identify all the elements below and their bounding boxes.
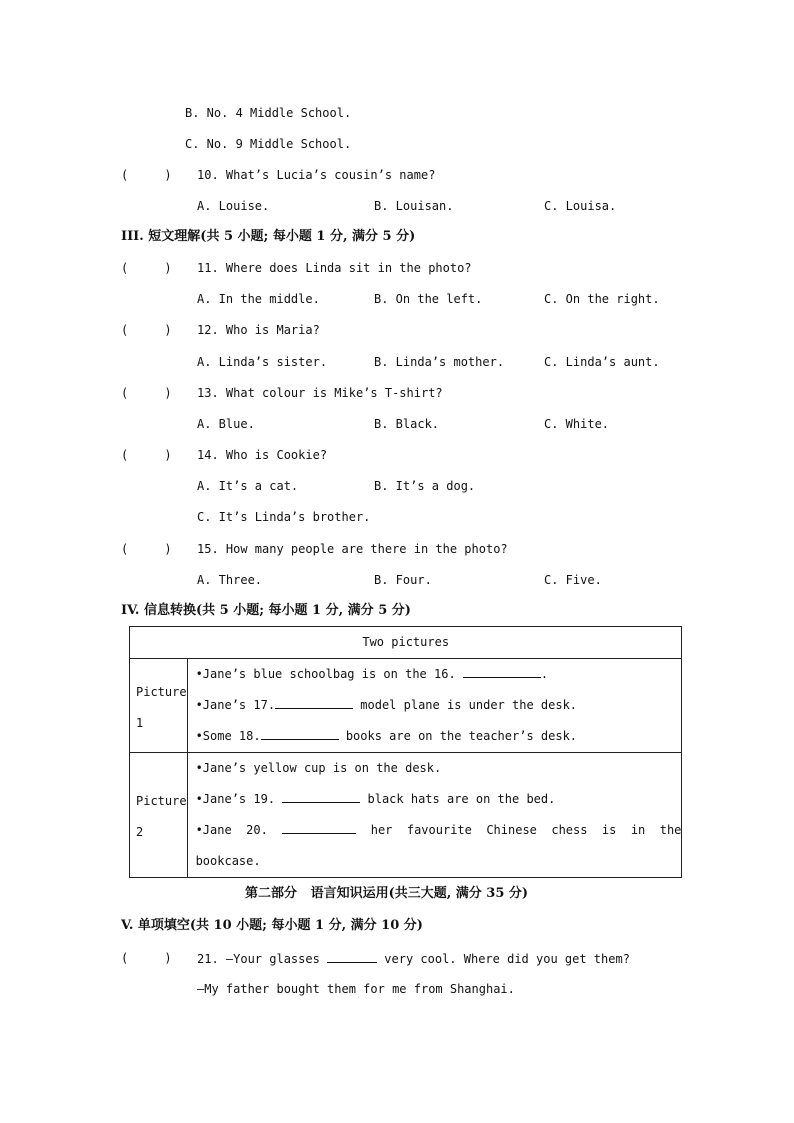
- q21-paren: ( ): [121, 951, 172, 965]
- section4-title: IV. 信息转换(共 5 小题; 每小题 1 分, 满分 5 分): [121, 603, 411, 618]
- q11-option-c: C. On the right.: [544, 292, 660, 306]
- picture2-line-4: bookcase.: [195, 854, 261, 868]
- picture2-lines: [187, 753, 682, 878]
- answer-blank-21[interactable]: [327, 950, 377, 963]
- q10-paren: ( ): [121, 168, 172, 182]
- blank-line-18: •Some 18. books are on the teacher’s desk.: [195, 729, 578, 743]
- q12-option-a: A. Linda’s sister.: [197, 355, 328, 369]
- q11-paren: ( ): [121, 261, 172, 275]
- q9-option-c: C. No. 9 Middle School.: [185, 137, 352, 151]
- q14-option-a: A. It’s a cat.: [197, 479, 299, 493]
- q15-option-c: C. Five.: [544, 573, 602, 587]
- blank-line-16: •Jane’s blue schoolbag is on the 16. .: [195, 667, 549, 681]
- q10-option-c: C. Louisa.: [544, 199, 617, 213]
- section5-title: V. 单项填空(共 10 小题; 每小题 1 分, 满分 10 分): [121, 918, 423, 933]
- q11-text: 11. Where does Linda sit in the photo?: [197, 261, 472, 275]
- answer-blank-17[interactable]: [275, 696, 353, 709]
- q13-option-c: C. White.: [544, 417, 610, 431]
- q15-text: 15. How many people are there in the photo?: [197, 542, 508, 556]
- q12-paren: ( ): [121, 323, 172, 337]
- picture1-lines: [187, 659, 682, 753]
- answer-blank-20[interactable]: [282, 821, 356, 834]
- q15-paren: ( ): [121, 542, 172, 556]
- q13-option-a: A. Blue.: [197, 417, 255, 431]
- q15-option-b: B. Four.: [374, 573, 432, 587]
- q11-option-a: A. In the middle.: [197, 292, 320, 306]
- picture2-line-1: •Jane’s yellow cup is on the desk.: [195, 761, 442, 775]
- q13-text: 13. What colour is Mike’s T-shirt?: [197, 386, 443, 400]
- q10-text: 10. What’s Lucia’s cousin’s name?: [197, 168, 436, 182]
- answer-blank-19[interactable]: [282, 790, 360, 803]
- q11-option-b: B. On the left.: [374, 292, 483, 306]
- answer-blank-16[interactable]: [463, 665, 541, 678]
- blank-line-19: •Jane’s 19. black hats are on the bed.: [195, 792, 556, 806]
- q10-option-b: B. Louisan.: [374, 199, 454, 213]
- blank-line-17: •Jane’s 17. model plane is under the desk.: [195, 698, 578, 712]
- q14-option-b: B. It’s a dog.: [374, 479, 476, 493]
- q21-text: 21. —Your glasses very cool. Where did you get them?: [197, 952, 630, 966]
- q12-option-b: B. Linda’s mother.: [374, 355, 505, 369]
- part2-title: 第二部分 语言知识运用(共三大题, 满分 35 分): [245, 886, 529, 901]
- picture2-label: Picture 2: [130, 753, 188, 878]
- picture1-label: Picture 1: [130, 659, 188, 753]
- info-transfer-table: [129, 626, 682, 878]
- q12-option-c: C. Linda’s aunt.: [544, 355, 660, 369]
- blank-line-20: •Jane 20. her favourite Chinese chess is in the: [195, 823, 682, 837]
- q12-text: 12. Who is Maria?: [197, 323, 320, 337]
- table-header: Two pictures: [130, 627, 682, 659]
- section3-title: III. 短文理解(共 5 小题; 每小题 1 分, 满分 5 分): [121, 229, 416, 244]
- q15-option-a: A. Three.: [197, 573, 263, 587]
- q14-paren: ( ): [121, 448, 172, 462]
- q9-option-b: B. No. 4 Middle School.: [185, 106, 352, 120]
- q21-answer: —My father bought them for me from Shanghai.: [197, 982, 515, 996]
- q10-option-a: A. Louise.: [197, 199, 270, 213]
- q13-option-b: B. Black.: [374, 417, 440, 431]
- q14-option-c: C. It’s Linda’s brother.: [197, 510, 371, 524]
- q14-text: 14. Who is Cookie?: [197, 448, 328, 462]
- q13-paren: ( ): [121, 386, 172, 400]
- answer-blank-18[interactable]: [261, 727, 339, 740]
